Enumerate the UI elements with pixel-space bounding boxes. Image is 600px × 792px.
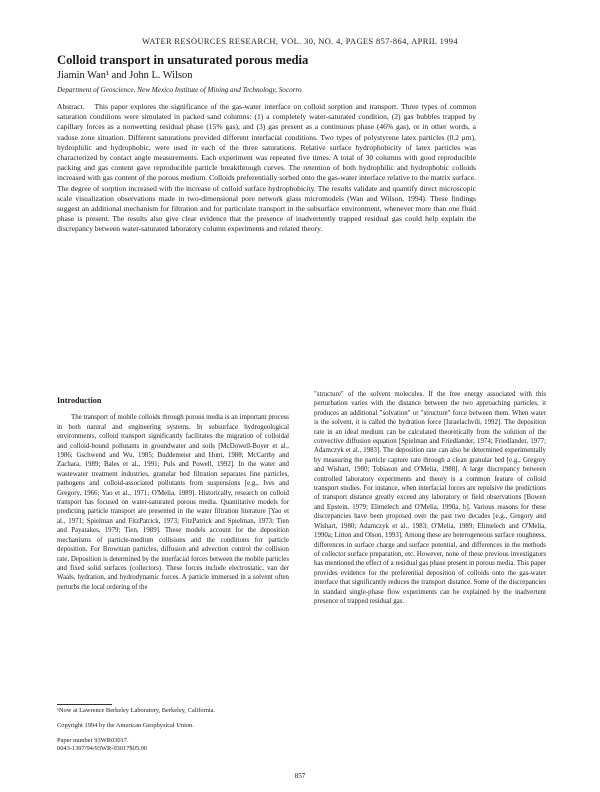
introduction-heading: Introduction [57, 396, 102, 405]
abstract [57, 102, 476, 235]
footnote-affiliation-note: ¹Now at Lawrence Berkeley Laboratory, Berkeley, California. [57, 707, 216, 714]
left-column [57, 396, 289, 592]
article-title: Colloid transport in unsaturated porous media [57, 53, 309, 67]
page-number: 857 [294, 772, 306, 780]
footnotes [57, 707, 297, 754]
introduction-right-text: "structure" of the solvent molecules. If the free energy associated with this perturbation varies with the distance between the two approaching particles, it produces an additional "solvation" or "structure" force between them. When water is the solvent, it is called the hydration force [Israelachvili, 1992]. The deposition rate in an ideal medium can be calculated theoretically from the solution of the convective diffusion equation [Spielman and Friedlander, 1974; Friedlander, 1977; Adamczyk et al., 1983]. The deposition rate can also be determined experimentally by measuring the particle capture rate through a clean granular bed [e.g., Gregory and Wishart, 1980; Tobiason and O'Melia, 1988]. A large discrepancy between controlled laboratory experiments and theory is a common feature of colloid transport studies. For instance, when interfacial forces are repulsive the predictions of transport distance greatly exceed any laboratory or field observations [Bowen and Epstein, 1979; Elimelech and O'Melia, 1990a, b]. Various reasons for these discrepancies have been proposed over the past two decades [e.g., Gregory and Wishart, 1980; Adamczyk et al., 1983; O'Melia, 1989; Elimelech and O'Melia, 1990a; Litton and Olson, 1993]. Among these are heterogeneous surface roughness, differences in surface charge and surface potential, and differences in the methods of collector surface preparation, etc. However, none of these previous investigators has mentioned the effect of a residual gas phase present in porous media. This paper provides evidence for the preferential deposition of colloids onto the gas-water interface that significantly reduces the transport distance. Some of the discrepancies in standard single-phase flow experiments can be explained by the inadvertent presence of trapped residual gas. [314, 391, 546, 605]
article-authors: Jiamin Wan¹ and John L. Wilson [57, 70, 193, 81]
right-column [314, 390, 546, 606]
running-head: WATER RESOURCES RESEARCH, VOL. 30, NO. 4, PAGES 857-864, APRIL 1994 [142, 37, 458, 46]
abstract-text: This paper explores the significance of the gas-water interface on colloid sorption and transport. Three types of common saturation conditions were simulated in packed sand columns: (1) a completely water-saturated condition, (2) gas bubbles trapped by capillary forces as a nonwetting residual phase (15% gas), and (3) gas present as a continuous phase (46% gas), or in other words, a vadose zone situation. Different saturations provided different interfacial conditions. Two types of polystyrene latex particles (0.2 μm), hydrophilic and hydrophobic, were used in each of the three saturations. Relative surface hydrophobicity of latex particles was characterized by contact angle measurements. Each experiment was repeated five times. A total of 30 columns with good reproducible packing and gas content gave reproducible particle breakthrough curves. The retention of both hydrophilic and hydrophobic colloids increased with gas content of the porous medium. Colloids preferentially sorbed onto the gas-water interface relative to the matrix surface. The degree of sorption increased with the increase of colloid surface hydrophobicity. The results validate and quantify direct microscopic scale visualization observations made in two-dimensional pore network glass micromodels (Wan and Wilson, 1994). These findings suggest an additional mechanism for filtration and for particulate transport in the subsurface environment, whenever more than one fluid phase is present. The results also give clear evidence that the presence of inadvertently trapped residual gas could help explain the discrepancy between water-saturated laboratory column experiments and related theory. [57, 102, 476, 234]
paper-code: 0043-1397/94/93WR-03017$05.00 [57, 745, 147, 753]
copyright-notice: Copyright 1994 by the American Geophysical Union. [57, 721, 194, 729]
author-affiliation: Department of Geoscience, New Mexico Institute of Mining and Technology, Socorro [57, 86, 302, 94]
introduction-left-text: The transport of mobile colloids through porous media is an important process in both natural and engineering systems. In subsurface hydrogeological environments, colloid transport significantly facilitates the migration of colloidal and colloid-bound pollutants in groundwater and soils [McDowell-Boyer et al., 1986; Gschwend and Wu, 1985; Buddemeier and Hunt, 1988; McCarthy and Zachara, 1989; Bales et al., 1991; Puls and Powell, 1992]. In the water and wastewater treatment industries, granular bed filtration separates fine particles, pathogens and colloid-associated pollutants from suspensions [e.g., Ives and Gregory, 1966; Yao et al., 1971; O'Melia, 1989]. Historically, research on colloid transport has focused on water-saturated porous media. Quantitative models for predicting particle transport are presented in the water filtration literature [Yao et al., 1971; Spielman and FitzPatrick, 1973; FitzPatrick and Spielman, 1973; Tien and Payatakes, 1979; Tien, 1989]. These models account for the deposition mechanisms of particle-medium collisions and the conditions for particle deposition. For Brownian particles, diffusion and advection control the collision rate. Deposition is determined by the interfacial forces between the mobile particles and fixed solid surfaces (collectors). These forces include electrostatic, van der Waals, hydration, and hydrodynamic forces. A particle immersed in a solvent often perturbs the local ordering of the [57, 414, 289, 591]
footnote-rule [57, 704, 112, 705]
paper-number: Paper number 93WR03017. [57, 736, 129, 744]
abstract-label: Abstract. [57, 102, 85, 111]
